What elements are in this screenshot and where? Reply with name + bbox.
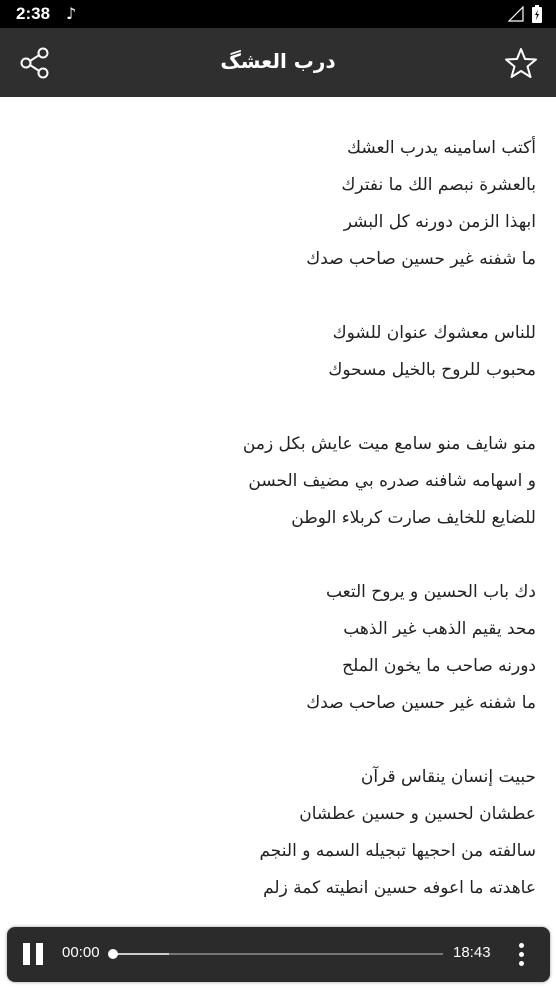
lyric-line: أكتب اسامينه يدرب العشك [347,138,536,158]
lyric-line: سالفته من احجيها تبجيله السمه و النجم [259,841,536,861]
verse [0,426,536,537]
pause-icon[interactable] [23,943,45,967]
lyric-line: ابهذا الزمن دورنه كل البشر [343,212,536,232]
lyric-line: دك باب الحسين و يروح التعب [325,582,536,602]
lyric-line: ما شفنه غير حسين صاحب صدك [306,693,536,713]
star-icon[interactable] [504,47,538,79]
lyric-line: للناس معشوك عنوان للشوك [332,323,536,343]
lyric-line: و اسهامه شافنه صدره بي مضيف الحسن [248,471,536,491]
seek-thumb[interactable] [108,949,118,959]
battery-icon [532,5,542,23]
lyric-line: محبوب للروح بالخيل مسحوك [328,360,536,380]
more-vert-icon[interactable] [515,942,529,968]
lyric-line: للضايع للخايف صارت كربلاء الوطن [291,508,536,528]
lyric-line: عاهدته ما اعوفه حسين انطيته كمة زلم [263,878,536,898]
total-time: 18:43 [453,944,491,961]
audio-player [7,927,550,982]
app-bar [0,28,556,97]
signal-icon [508,6,524,22]
lyric-line: منو شايف منو سامع ميت عايش بكل زمن [242,434,536,454]
lyrics-text [0,130,556,944]
lyric-line: عطشان لحسين و حسين عطشان [299,804,536,824]
verse [0,315,536,389]
status-bar [0,0,556,28]
lyric-line: دورنه صاحب ما يخون الملح [342,656,536,676]
lyric-line: حبيت إنسان ينقاس قرآن [360,767,536,787]
verse [0,130,536,278]
lyric-line: ما شفنه غير حسين صاحب صدك [306,249,536,269]
seek-bar[interactable] [113,953,443,955]
current-time: 00:00 [62,944,100,961]
page-title: درب العشگ [220,49,336,73]
lyric-line: بالعشرة نبصم الك ما نفترك [341,175,536,195]
share-icon[interactable] [20,47,50,79]
verse [0,574,536,722]
music-note-icon: ♪ [66,4,77,23]
seek-buffer [113,953,169,955]
verse [0,759,536,907]
status-time: 2:38 [16,4,51,23]
lyric-line: محد يقيم الذهب غير الذهب [343,619,536,639]
